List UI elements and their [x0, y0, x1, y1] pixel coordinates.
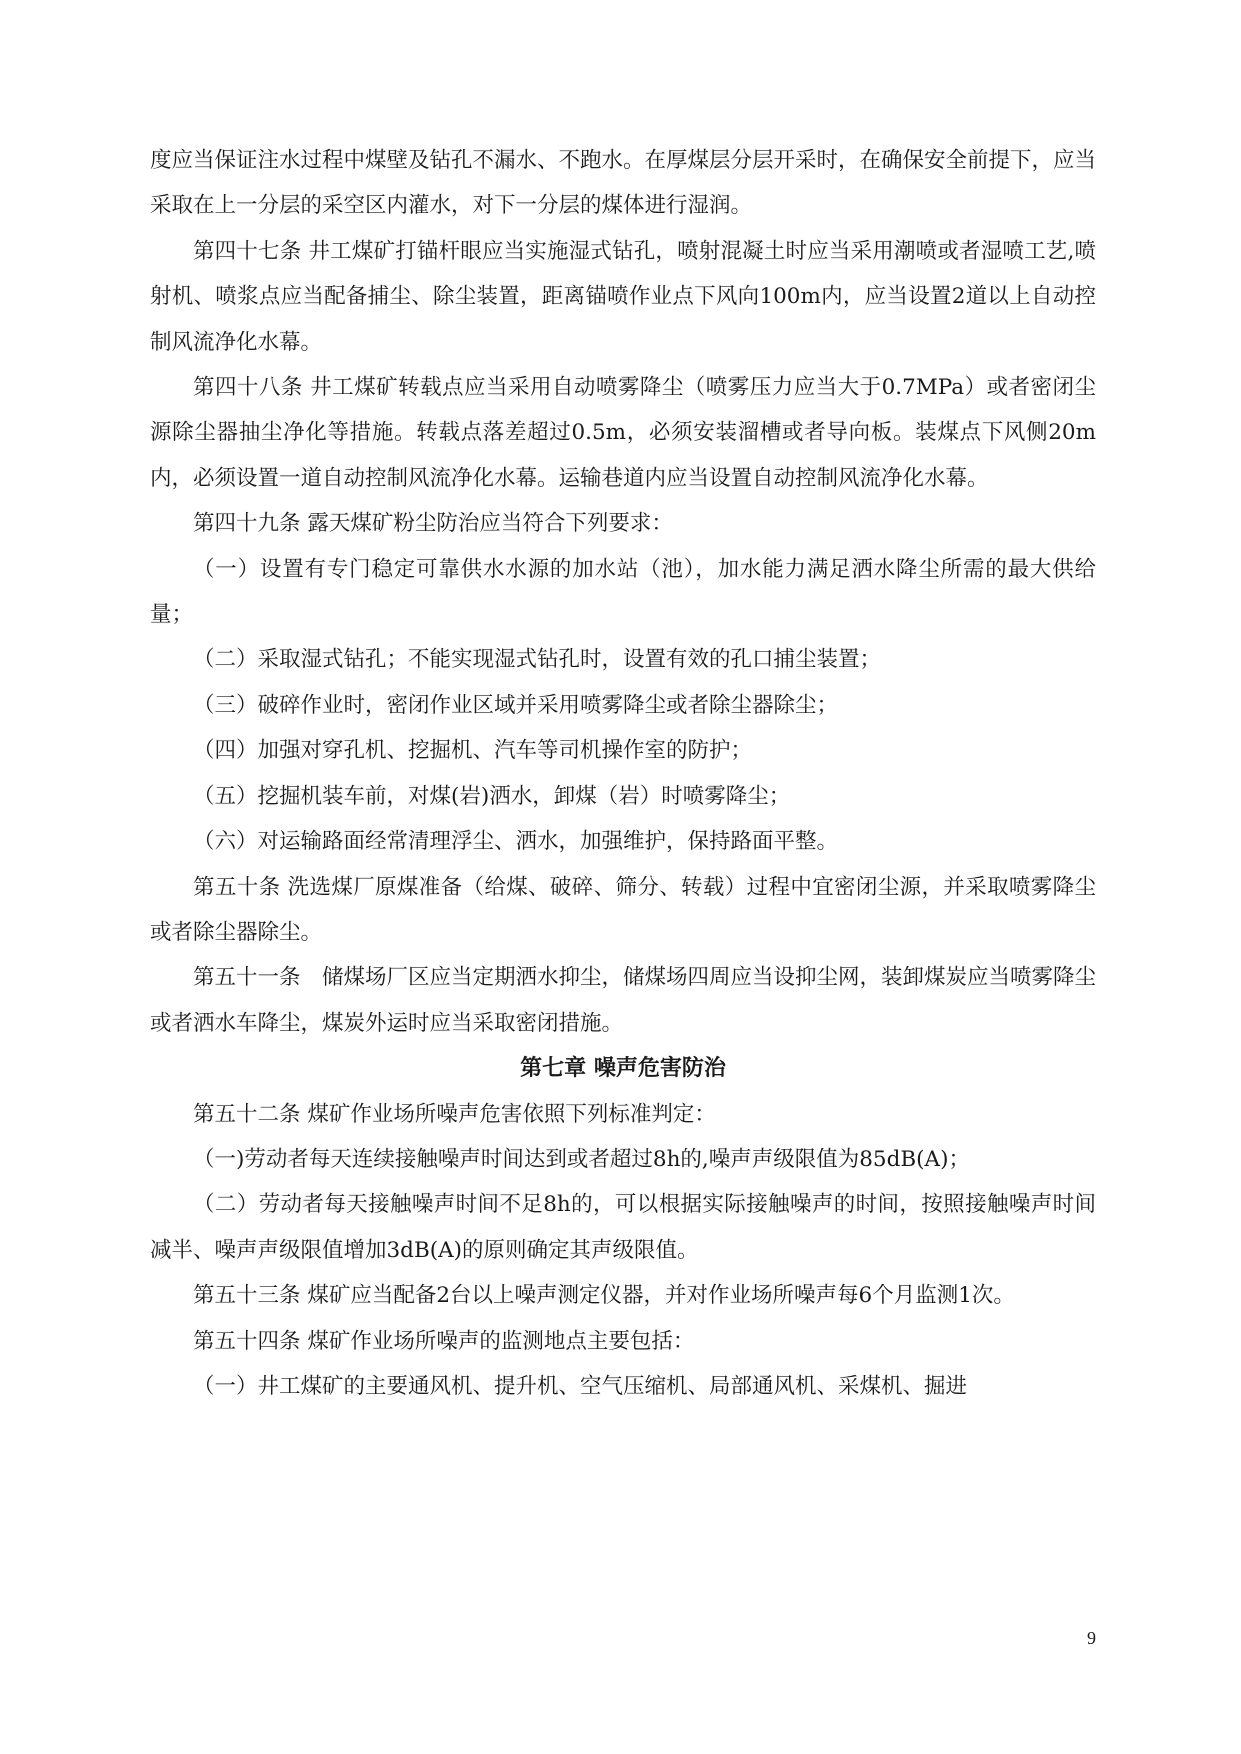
article-51: 第五十一条 储煤场厂区应当定期洒水抑尘，储煤场四周应当设抑尘网，装卸煤炭应当喷雾降尘或者洒水车降尘，煤炭外运时应当采取密闭措施。: [150, 965, 1097, 1036]
page-number: 9: [1087, 1628, 1096, 1648]
list-item: （一）井工煤矿的主要通风机、提升机、空气压缩机、局部通风机、采煤机、掘进: [193, 1373, 968, 1399]
article-47: 第四十七条 井工煤矿打锚杆眼应当实施湿式钻孔，喷射混凝土时应当采用潮喷或者湿喷工艺,喷射机、喷浆点应当配备捕尘、除尘装置，距离锚喷作业点下风向100m内，应当设置2道以上自动控制风流净化水幕。: [150, 238, 1096, 355]
list-item: （三）破碎作业时，密闭作业区域并采用喷雾降尘或者除尘器除尘；: [193, 692, 839, 718]
list-item: （六）对运输路面经常清理浮尘、洒水，加强维护，保持路面平整。: [193, 829, 839, 855]
article-54: 第五十四条 煤矿作业场所噪声的监测地点主要包括：: [193, 1328, 695, 1354]
list-item: （四）加强对穿孔机、挖掘机、汽车等司机操作室的防护；: [193, 738, 753, 764]
list-item: （一)劳动者每天连续接触噪声时间达到或者超过8h的,噪声声级限值为85dB(A)；: [193, 1146, 970, 1172]
article-50: 第五十条 洗选煤厂原煤准备（给煤、破碎、筛分、转载）过程中宜密闭尘源，并采取喷雾降尘或者除尘器除尘。: [150, 874, 1096, 945]
list-item: （一）设置有专门稳定可靠供水水源的加水站（池），加水能力满足洒水降尘所需的最大供给量；: [150, 556, 1096, 628]
chapter-heading: 第七章 噪声危害防治: [520, 1056, 726, 1082]
document-body: [150, 138, 1096, 1409]
list-item: （二）采取湿式钻孔；不能实现湿式钻孔时，设置有效的孔口捕尘装置；: [193, 647, 882, 673]
list-item: （五）挖掘机装车前，对煤(岩)洒水，卸煤（岩）时喷雾降尘；: [193, 783, 791, 809]
article-53: 第五十三条 煤矿应当配备2台以上噪声测定仪器，并对作业场所噪声每6个月监测1次。: [193, 1283, 1015, 1309]
article-48: 第四十八条 井工煤矿转载点应当采用自动喷雾降尘（喷雾压力应当大于0.7MPa）或者密闭尘源除尘器抽尘净化等措施。转载点落差超过0.5m，必须安装溜槽或者导向板。装煤点下风侧20m 内，必须设置一道自动控制风流净化水幕。运输巷道内应当设置自动控制风流净化水幕。: [150, 375, 1096, 491]
article-52: 第五十二条 煤矿作业场所噪声危害依照下列标准判定：: [193, 1101, 716, 1127]
list-item: （二）劳动者每天接触噪声时间不足8h的，可以根据实际接触噪声的时间，按照接触噪声时间减半、噪声声级限值增加3dB(A)的原则确定其声级限值。: [150, 1192, 1096, 1263]
paragraph: 度应当保证注水过程中煤壁及钻孔不漏水、不跑水。在厚煤层分层开采时，在确保安全前提下，应当采取在上一分层的采空区内灌水，对下一分层的煤体进行湿润。: [150, 148, 1097, 219]
article-49: 第四十九条 露天煤矿粉尘防治应当符合下列要求：: [193, 511, 673, 537]
